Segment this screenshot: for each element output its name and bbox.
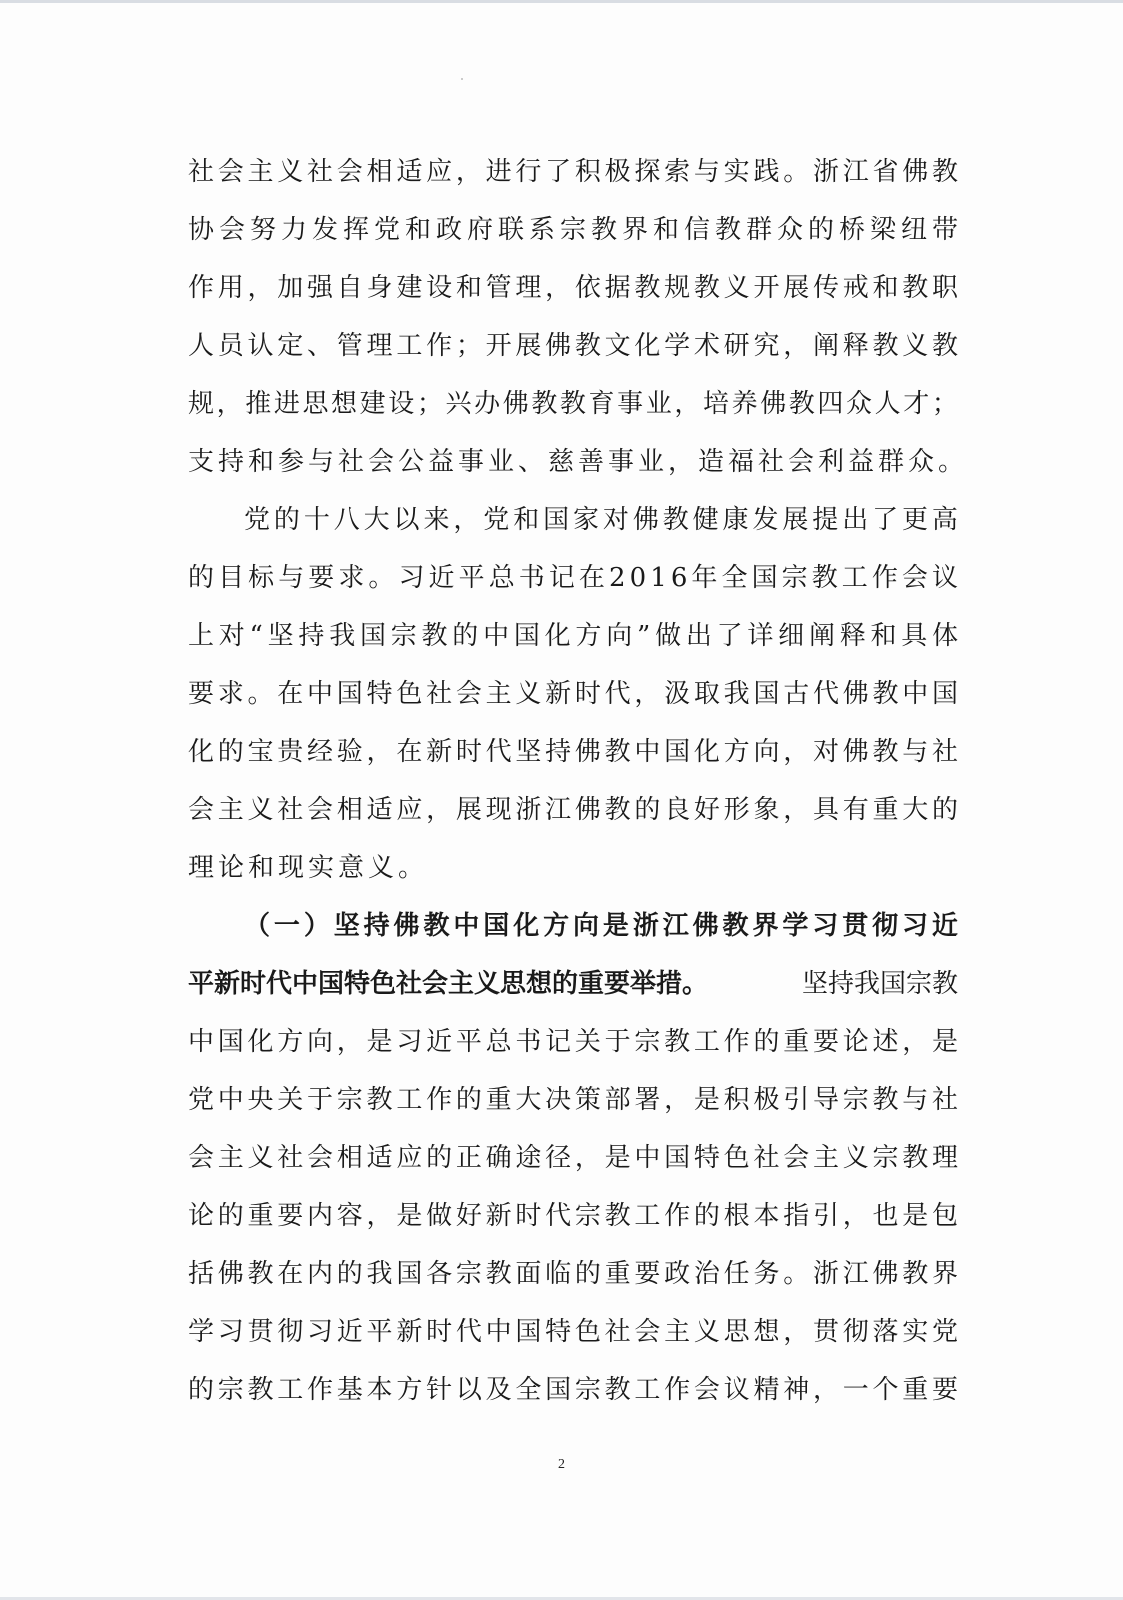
text-line-content: 协会努力发挥党和政府联系宗教界和信教群众的桥梁纽带 (188, 214, 964, 245)
text-line (188, 314, 962, 372)
text-line-content: 党的十八大以来，党和国家对佛教健康发展提出了更高 (244, 504, 962, 535)
section-heading-continued: 平新时代中国特色社会主义思想的重要举措。 (188, 968, 709, 999)
text-line-content: 的目标与要求。习近平总书记在2016年全国宗教工作会议 (188, 562, 963, 593)
text-line (188, 836, 958, 894)
text-line-content: 支持和参与社会公益事业、慈善事业，造福社会利益群众。 (188, 446, 969, 477)
text-line-content: 人员认定、管理工作；开展佛教文化学术研究，阐释教义教 (188, 330, 962, 361)
text-line (188, 1242, 962, 1300)
text-line-content: 坚持我国宗教 (801, 968, 958, 999)
text-line (188, 1184, 962, 1242)
text-line (188, 720, 962, 778)
text-line-content: 规，推进思想建设；兴办佛教教育事业，培养佛教四众人才； (188, 388, 961, 419)
section-heading: （一）坚持佛教中国化方向是浙江佛教界学习贯彻习近 (244, 910, 962, 941)
text-line-content: 中国化方向，是习近平总书记关于宗教工作的重要论述，是 (188, 1026, 962, 1057)
text-line (188, 198, 964, 256)
text-line-content: 的宗教工作基本方针以及全国宗教工作会议精神，一个重要 (188, 1374, 962, 1405)
text-line (188, 778, 962, 836)
text-line (188, 430, 969, 488)
text-line (188, 1068, 962, 1126)
text-line (188, 372, 961, 430)
text-line-content: 理论和现实意义。 (188, 852, 429, 883)
text-line (188, 1126, 962, 1184)
text-line-content: 作用，加强自身建设和管理，依据教规教义开展传戒和教职 (188, 272, 962, 303)
text-line-content: 学习贯彻习近平新时代中国特色社会主义思想，贯彻落实党 (188, 1316, 962, 1347)
text-line (188, 546, 963, 604)
text-line (188, 662, 962, 720)
text-line (188, 488, 962, 546)
text-line-content: 会主义社会相适应，展现浙江佛教的良好形象，具有重大的 (188, 794, 962, 825)
text-line (188, 1358, 962, 1416)
text-line-content: 党中央关于宗教工作的重大决策部署，是积极引导宗教与社 (188, 1084, 962, 1115)
text-line-content: 化的宝贵经验，在新时代坚持佛教中国化方向，对佛教与社 (188, 736, 962, 767)
text-line-content: 社会主义社会相适应，进行了积极探索与实践。浙江省佛教 (188, 156, 962, 187)
body-text (188, 140, 969, 1416)
text-line (188, 952, 958, 1010)
text-line-content: 论的重要内容，是做好新时代宗教工作的根本指引，也是包 (188, 1200, 962, 1231)
section-heading-line (188, 894, 962, 952)
text-line (188, 140, 962, 198)
text-line (188, 604, 963, 662)
scan-top-edge (0, 0, 1123, 3)
text-line-content: 括佛教在内的我国各宗教面临的重要政治任务。浙江佛教界 (188, 1258, 962, 1289)
text-line (188, 256, 962, 314)
text-line-content: 要求。在中国特色社会主义新时代，汲取我国古代佛教中国 (188, 678, 962, 709)
text-line (188, 1300, 962, 1358)
scan-speck (461, 78, 463, 80)
page-number: 2 (558, 1457, 565, 1472)
text-line-content: 会主义社会相适应的正确途径，是中国特色社会主义宗教理 (188, 1142, 962, 1173)
text-line-content: 上对“坚持我国宗教的中国化方向”做出了详细阐释和具体 (188, 620, 963, 651)
text-line (188, 1010, 962, 1068)
